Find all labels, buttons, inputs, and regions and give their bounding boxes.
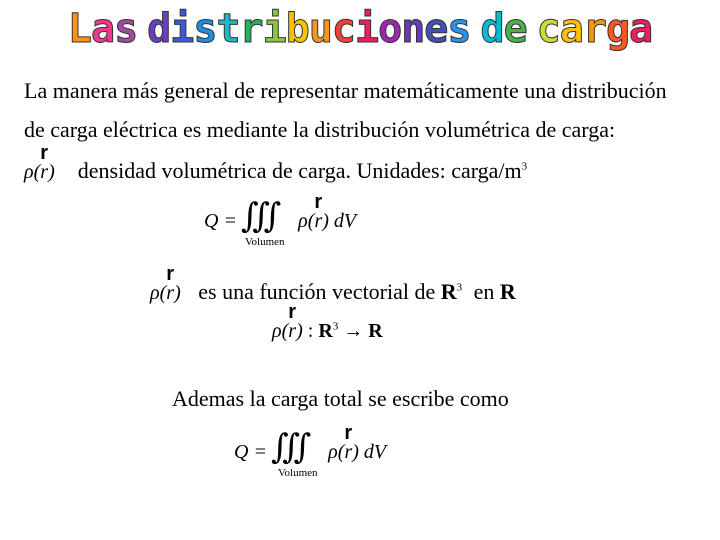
title-letter: b — [285, 6, 309, 52]
title-letter: L — [67, 6, 91, 52]
rho-of-r: ρ( r r) — [272, 301, 303, 342]
maps-to-arrow: → — [343, 320, 364, 342]
title-letter: e — [424, 6, 448, 52]
title-letter: o — [378, 6, 402, 52]
integrand: ρ( r r) dV — [298, 191, 357, 232]
R-exponent: 3 — [456, 281, 463, 294]
title-letter: c — [536, 6, 560, 52]
title-letter: d — [480, 6, 504, 52]
title-letter: u — [308, 6, 332, 52]
title-letter: n — [401, 6, 425, 52]
rho-of-r: ρ( r r) — [150, 263, 181, 304]
title-letter — [137, 6, 147, 52]
charge-integral-1 — [204, 191, 357, 236]
integrand: ρ( r r) dV — [328, 422, 387, 463]
units-exponent: 3 — [521, 160, 528, 173]
R-domain-exponent: 3 — [332, 320, 339, 333]
title-letter: t — [216, 6, 240, 52]
title-letter: g — [605, 6, 630, 52]
en-word: en — [473, 279, 495, 304]
slide-title — [0, 6, 720, 52]
title-letter: i — [262, 6, 286, 52]
title-letter: s — [447, 6, 471, 52]
title-letter: i — [355, 6, 379, 52]
vector-function-line — [150, 263, 516, 305]
R-domain: R — [318, 320, 333, 342]
R-bold: R — [440, 279, 457, 304]
total-charge-text: Ademas la carga total se escribe como — [172, 386, 509, 411]
paragraph-line-1: La manera más general de representar matemáticamente una distribución — [24, 78, 667, 103]
rho-of-r: ρ( r r) — [24, 142, 60, 183]
density-definition — [24, 142, 528, 184]
title-letter: r — [582, 6, 606, 52]
title-letter: d — [147, 6, 171, 52]
charge-integral-2 — [234, 422, 387, 467]
title-letter: s — [193, 6, 217, 52]
R-bold-target: R — [499, 279, 516, 304]
title-letter: s — [114, 6, 138, 52]
paragraph-line-2: de carga eléctrica es mediante la distribución volumétrica de carga: — [24, 117, 616, 142]
title-letter: c — [331, 6, 355, 52]
title-letter: e — [503, 6, 527, 52]
title-letter: a — [559, 6, 583, 52]
q-equals: Q = — [234, 441, 267, 463]
mapping-line — [272, 301, 383, 343]
title-letter — [470, 6, 480, 52]
R-codomain: R — [368, 320, 383, 342]
volumen-subscript-2: Volumen — [278, 467, 318, 479]
colon: : — [307, 320, 314, 342]
title-letter: a — [90, 6, 115, 52]
volumen-subscript-1: Volumen — [245, 236, 285, 248]
title-letter: a — [629, 6, 653, 52]
q-equals: Q = — [204, 210, 237, 232]
title-letter: i — [170, 6, 194, 52]
triple-integral-sign: ∭ — [270, 429, 303, 466]
title-letter — [527, 6, 537, 52]
triple-integral-sign: ∭ — [240, 198, 273, 235]
title-letter: r — [239, 6, 263, 52]
density-text: densidad volumétrica de carga. Unidades: carga/m — [77, 158, 522, 183]
vector-function-text: es una función vectorial de — [198, 279, 436, 304]
